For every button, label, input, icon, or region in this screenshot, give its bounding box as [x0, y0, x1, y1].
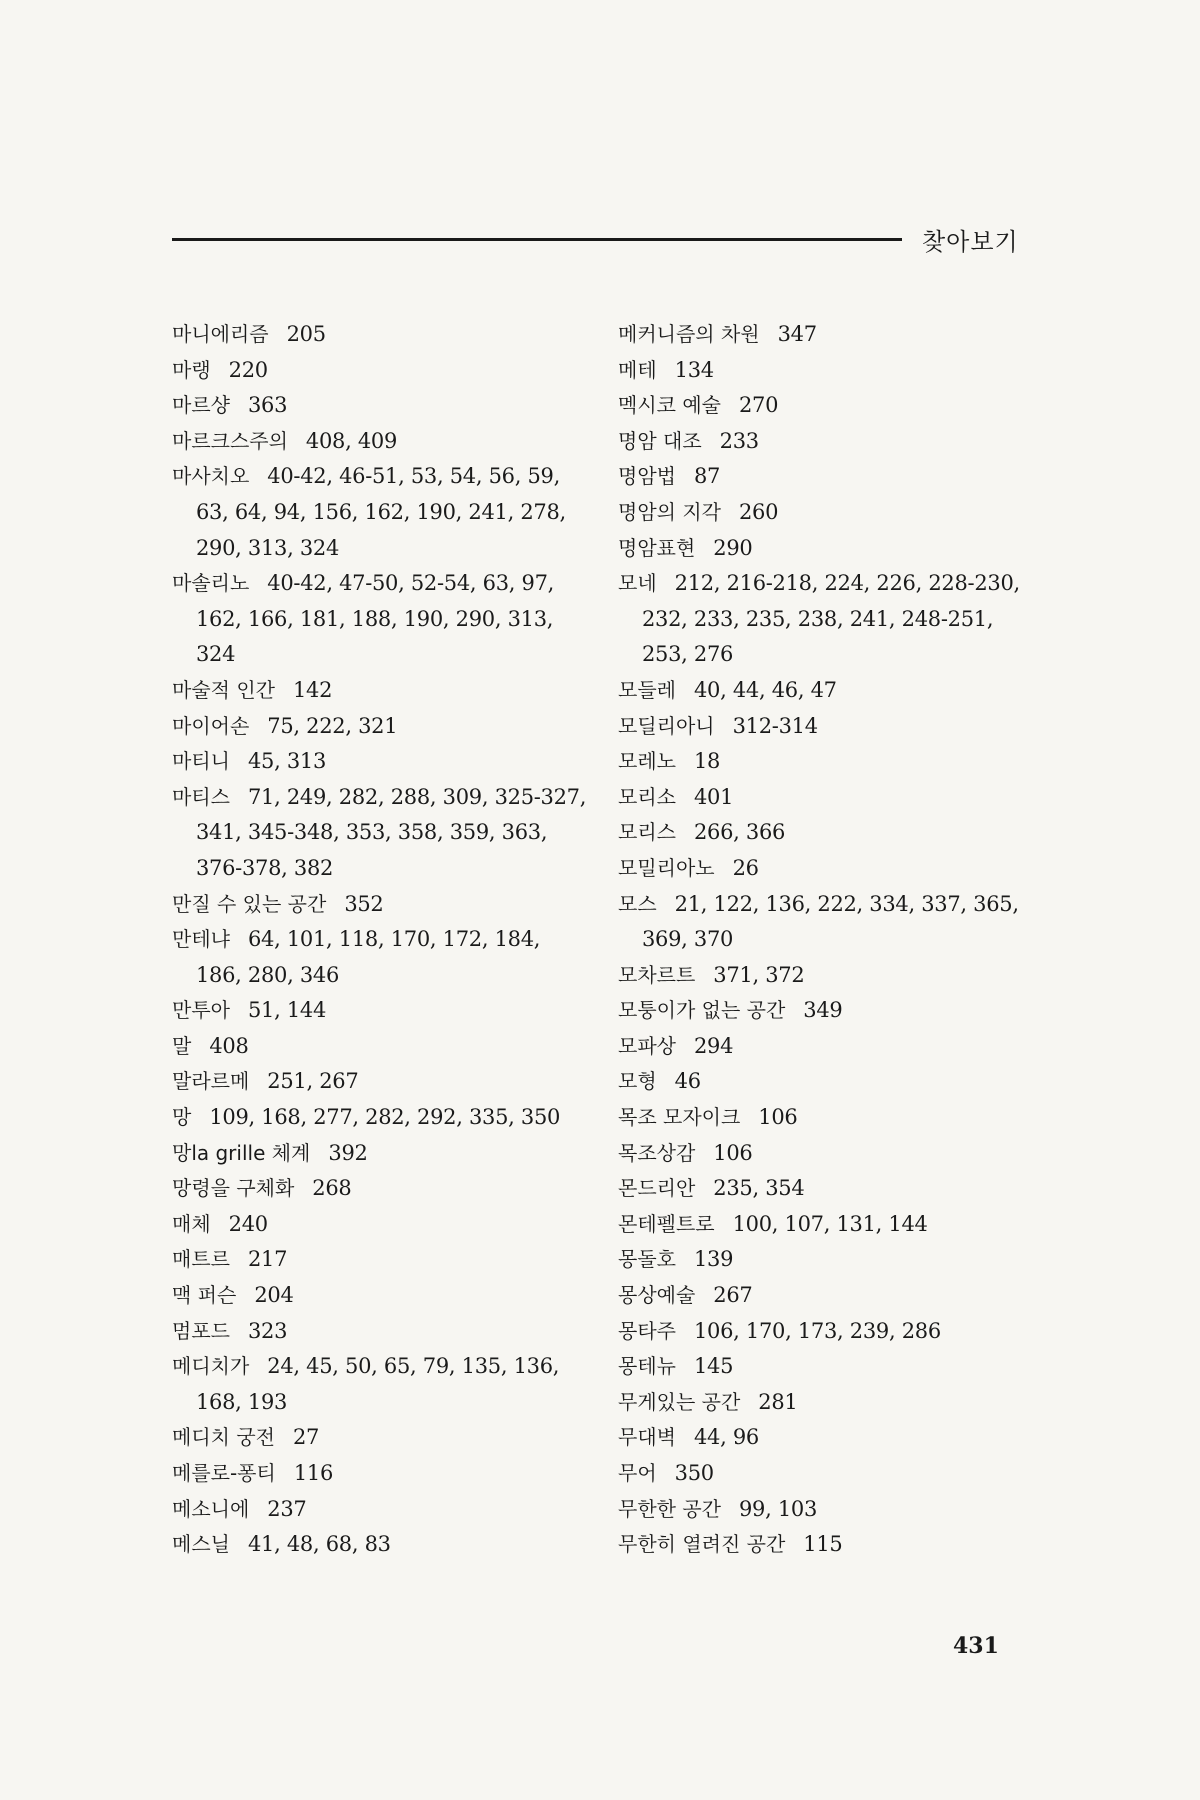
index-entry — [172, 1420, 592, 1456]
index-pages: 109, 168, 277, 282, 292, 335, 350 — [209, 1105, 561, 1130]
index-entry — [618, 317, 1038, 353]
index-term: 망 — [172, 1105, 192, 1130]
index-pages: 87 — [693, 464, 721, 489]
index-pages: 116 — [293, 1461, 334, 1485]
index-entry — [618, 566, 1038, 673]
index-pages: 323 — [247, 1318, 288, 1343]
index-entry — [172, 1492, 592, 1528]
index-entry — [618, 1349, 1038, 1385]
index-entry — [172, 1029, 592, 1065]
index-term: 멕시코 예술 — [618, 393, 721, 418]
index-term: 마사치오 — [172, 464, 250, 489]
index-term: 마르크스주의 — [172, 428, 288, 453]
index-entry — [618, 1527, 1038, 1563]
index-term: 모네 — [618, 571, 657, 596]
index-term: 몬테펠트로 — [618, 1211, 715, 1236]
index-term: 몽돌호 — [618, 1247, 676, 1272]
index-pages: 24, 45, 50, 65, 79, 135, 136, 168, 193 — [196, 1354, 560, 1414]
index-entry — [618, 709, 1038, 745]
index-entry — [172, 780, 592, 887]
index-term: 모레노 — [618, 749, 676, 774]
index-entry — [172, 673, 592, 709]
index-entry — [172, 1064, 592, 1100]
index-pages: 270 — [738, 393, 779, 418]
index-pages: 75, 222, 321 — [267, 713, 398, 738]
index-pages: 205 — [286, 322, 326, 346]
index-pages: 217 — [247, 1247, 288, 1272]
index-entry — [172, 993, 592, 1029]
index-term: 매체 — [172, 1211, 211, 1236]
index-pages: 392 — [328, 1140, 368, 1165]
index-entry — [618, 1492, 1038, 1528]
index-term: 무게있는 공간 — [618, 1389, 741, 1414]
index-entry — [172, 424, 592, 460]
index-entry — [618, 1420, 1038, 1456]
index-entry — [172, 317, 592, 353]
index-term: 말라르메 — [172, 1069, 250, 1094]
index-column-right — [618, 317, 1038, 1563]
index-entry — [618, 1278, 1038, 1314]
index-pages: 260 — [738, 499, 779, 524]
index-term: 모차르트 — [618, 962, 696, 987]
index-entry — [618, 1207, 1038, 1243]
index-pages: 235, 354 — [713, 1176, 805, 1201]
index-term: 망la grille 체계 — [172, 1140, 311, 1165]
index-term: 명암법 — [618, 464, 676, 489]
index-term: 마이어손 — [172, 713, 250, 738]
index-pages: 240 — [228, 1211, 268, 1236]
index-pages: 134 — [674, 357, 714, 382]
index-entry — [618, 1456, 1038, 1492]
index-entry — [618, 1171, 1038, 1207]
index-term: 메디치가 — [172, 1354, 250, 1379]
index-term: 메를로-퐁티 — [172, 1461, 276, 1485]
index-term: 멈포드 — [172, 1318, 230, 1343]
index-entry — [618, 744, 1038, 780]
index-term: 몬드리안 — [618, 1176, 696, 1201]
index-pages: 51, 144 — [247, 998, 327, 1023]
index-pages: 349 — [803, 998, 843, 1023]
index-entry — [618, 531, 1038, 567]
index-pages: 363 — [247, 393, 288, 418]
index-pages: 212, 216-218, 224, 226, 228-230, 232, 233, 235, 238, 241, 248-251, 253, 276 — [642, 571, 1020, 667]
index-term: 메디치 궁전 — [172, 1425, 275, 1450]
index-entry — [618, 353, 1038, 389]
index-term: 마티스 — [172, 784, 230, 809]
section-title: 찾아보기 — [922, 228, 1019, 256]
index-entry — [618, 780, 1038, 816]
index-entry — [172, 1207, 592, 1243]
index-pages: 204 — [254, 1283, 294, 1308]
index-pages: 44, 96 — [693, 1425, 759, 1450]
index-pages: 290 — [713, 535, 753, 560]
index-entry — [172, 459, 592, 566]
index-entry — [618, 1385, 1038, 1421]
index-pages: 40-42, 46-51, 53, 54, 56, 59, 63, 64, 94, 156, 162, 190, 241, 278, 290, 313, 324 — [196, 464, 566, 560]
index-term: 마술적 인간 — [172, 677, 275, 702]
index-pages: 347 — [777, 322, 817, 346]
index-term: 목조 모자이크 — [618, 1105, 741, 1130]
index-entry — [618, 495, 1038, 531]
index-entry — [172, 922, 592, 993]
page-number: 431 — [953, 1633, 999, 1659]
index-pages: 281 — [758, 1389, 798, 1414]
index-entry — [618, 1136, 1038, 1172]
index-pages: 312-314 — [732, 713, 818, 738]
index-pages: 18 — [693, 749, 721, 774]
index-term: 마솔리노 — [172, 571, 250, 596]
index-pages: 145 — [693, 1354, 734, 1379]
index-term: 마르샹 — [172, 393, 230, 418]
index-pages: 294 — [693, 1033, 734, 1058]
index-term: 말 — [172, 1033, 192, 1058]
header-rule — [172, 238, 902, 241]
index-pages: 352 — [344, 891, 384, 916]
index-entry — [618, 1314, 1038, 1350]
index-pages: 233 — [719, 428, 759, 453]
index-pages: 237 — [267, 1496, 307, 1521]
index-term: 메스닐 — [172, 1532, 230, 1557]
index-entry — [172, 1527, 592, 1563]
index-entry — [172, 1278, 592, 1314]
index-pages: 40-42, 47-50, 52-54, 63, 97, 162, 166, 181, 188, 190, 290, 313, 324 — [196, 571, 555, 667]
index-pages: 41, 48, 68, 83 — [247, 1532, 391, 1557]
index-entry — [618, 851, 1038, 887]
index-entry — [172, 1171, 592, 1207]
index-pages: 106 — [758, 1105, 798, 1130]
index-term: 마티니 — [172, 749, 230, 774]
index-term: 목조상감 — [618, 1140, 696, 1165]
index-term: 마랭 — [172, 357, 211, 382]
index-entry — [172, 744, 592, 780]
index-pages: 106 — [713, 1140, 753, 1165]
index-entry — [618, 424, 1038, 460]
index-entry — [172, 1456, 592, 1492]
index-entry — [172, 1136, 592, 1172]
index-pages: 27 — [292, 1425, 320, 1450]
index-entry — [618, 388, 1038, 424]
index-pages: 71, 249, 282, 288, 309, 325-327, 341, 345-348, 353, 358, 359, 363, 376-378, 382 — [196, 784, 587, 880]
index-term: 모스 — [618, 891, 657, 916]
index-pages: 26 — [732, 855, 759, 880]
index-pages: 45, 313 — [247, 749, 327, 774]
index-entry — [618, 673, 1038, 709]
index-entry — [618, 958, 1038, 994]
index-entry — [618, 459, 1038, 495]
index-pages: 266, 366 — [693, 820, 786, 845]
index-entry — [172, 388, 592, 424]
index-term: 무대벽 — [618, 1425, 676, 1450]
index-term: 매트르 — [172, 1247, 230, 1272]
index-pages: 371, 372 — [713, 962, 805, 987]
index-entry — [618, 1064, 1038, 1100]
index-pages: 21, 122, 136, 222, 334, 337, 365, 369, 370 — [642, 891, 1019, 952]
index-pages: 408 — [209, 1033, 249, 1058]
index-pages: 64, 101, 118, 170, 172, 184, 186, 280, 346 — [196, 927, 541, 987]
index-pages: 142 — [292, 677, 333, 702]
index-term: 모딜리아니 — [618, 713, 715, 738]
index-pages: 115 — [803, 1532, 843, 1557]
index-term: 명암의 지각 — [618, 499, 721, 524]
index-term: 몽테뉴 — [618, 1354, 676, 1379]
index-pages: 139 — [693, 1247, 734, 1272]
index-term: 무한히 열려진 공간 — [618, 1532, 786, 1557]
index-pages: 268 — [312, 1176, 352, 1201]
index-term: 망령을 구체화 — [172, 1176, 295, 1201]
index-term: 메소니에 — [172, 1496, 250, 1521]
index-entry — [618, 815, 1038, 851]
index-term: 모들레 — [618, 677, 676, 702]
index-term: 모리스 — [618, 820, 676, 845]
index-pages: 46 — [674, 1069, 701, 1094]
index-term: 마니에리즘 — [172, 322, 269, 346]
index-entry — [172, 1242, 592, 1278]
index-term: 메커니즘의 차원 — [618, 322, 760, 346]
index-pages: 100, 107, 131, 144 — [732, 1211, 928, 1236]
index-term: 만투아 — [172, 998, 230, 1023]
index-term: 모형 — [618, 1069, 657, 1094]
index-pages: 99, 103 — [738, 1496, 818, 1521]
index-pages: 220 — [228, 357, 268, 382]
index-entry — [172, 709, 592, 745]
index-term: 맥 퍼슨 — [172, 1283, 237, 1308]
index-term: 모파상 — [618, 1033, 676, 1058]
index-term: 명암표현 — [618, 535, 696, 560]
index-pages: 106, 170, 173, 239, 286 — [693, 1318, 941, 1343]
index-entry — [618, 993, 1038, 1029]
index-entry — [172, 1349, 592, 1420]
index-entry — [618, 1242, 1038, 1278]
index-pages: 401 — [693, 784, 734, 809]
index-term: 모퉁이가 없는 공간 — [618, 998, 786, 1023]
index-term: 명암 대조 — [618, 428, 702, 453]
index-entry — [172, 566, 592, 673]
index-entry — [172, 1100, 592, 1136]
index-term: 몽상예술 — [618, 1283, 696, 1308]
index-entry — [172, 1314, 592, 1350]
index-term: 모리소 — [618, 784, 676, 809]
index-entry — [618, 1029, 1038, 1065]
index-pages: 350 — [674, 1461, 714, 1485]
index-term: 만테냐 — [172, 927, 230, 952]
index-entry — [618, 1100, 1038, 1136]
index-pages: 267 — [713, 1283, 753, 1308]
index-pages: 408, 409 — [305, 428, 398, 453]
index-term: 몽타주 — [618, 1318, 676, 1343]
index-column-left — [172, 317, 592, 1563]
index-entry — [618, 887, 1038, 958]
index-entry — [172, 353, 592, 389]
index-term: 만질 수 있는 공간 — [172, 891, 327, 916]
index-pages: 251, 267 — [267, 1069, 359, 1094]
index-entry — [172, 887, 592, 923]
index-term: 무한한 공간 — [618, 1496, 721, 1521]
index-term: 메테 — [618, 357, 657, 382]
index-pages: 40, 44, 46, 47 — [693, 677, 837, 702]
index-term: 무어 — [618, 1461, 657, 1485]
index-term: 모밀리아노 — [618, 855, 715, 880]
